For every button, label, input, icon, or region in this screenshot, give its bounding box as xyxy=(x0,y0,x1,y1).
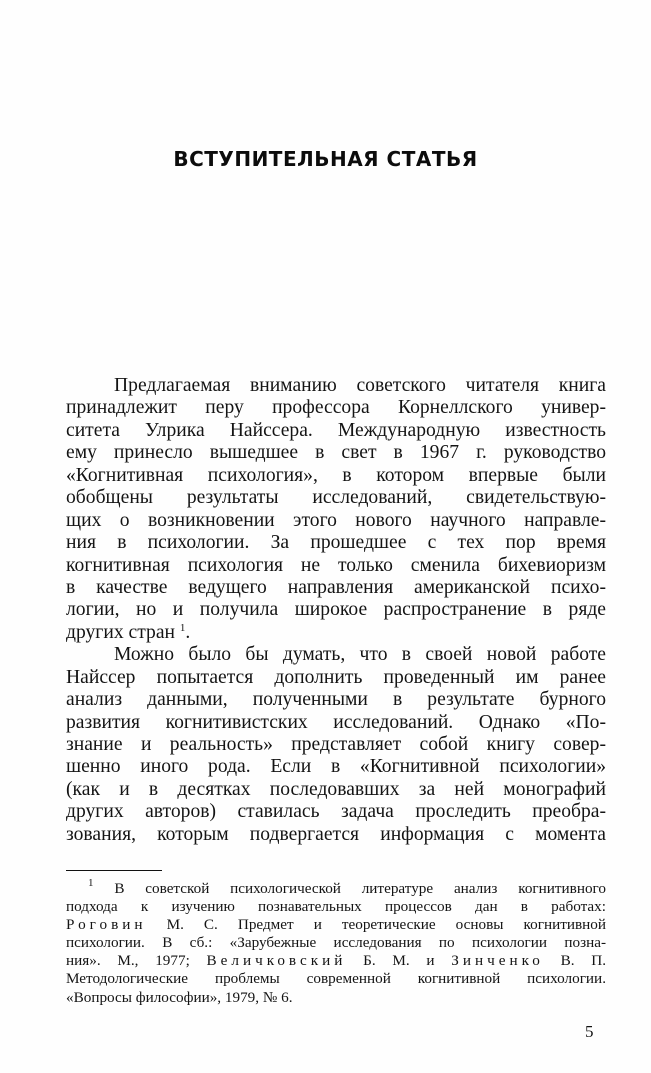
page-number: 5 xyxy=(585,1022,594,1041)
footnote xyxy=(66,877,606,1007)
footnote-line: «Вопросы философии», 1979, № 6. xyxy=(66,988,293,1006)
footnote-text: Б. М. и xyxy=(346,952,452,970)
text-line: обобщены результаты исследований, свидетельствую- xyxy=(66,487,606,509)
text-line: щих о возникновении этого нового научного направле- xyxy=(66,509,606,531)
page-title: ВСТУПИТЕЛЬНАЯ СТАТЬЯ xyxy=(173,147,478,171)
author-name: Величковский xyxy=(206,952,347,970)
footnote-reference[interactable]: 1 xyxy=(179,621,186,634)
text-line: ему принесло вышедшее в свет в 1967 г. руководство xyxy=(66,442,606,464)
footnote-text: ния». М., 1977; xyxy=(66,952,207,970)
text-line: шенно иного рода. Если в «Когнитивной психологии» xyxy=(66,756,606,778)
text-line: других авторов) ставилась задача проследить преобра- xyxy=(66,801,606,823)
text-line: ния в психологии. За прошедшее с тех пор время xyxy=(66,532,606,554)
footnote-line: подхода к изучению познавательных процессов дан в работах: xyxy=(66,898,606,916)
text-line: ситета Улрика Найссера. Международную известность xyxy=(66,419,606,441)
footnote-text: В советской психологической литературе анализ когнитивного xyxy=(114,880,606,897)
footnote-text: В. П. xyxy=(543,952,606,970)
text-line: логии, но и получила широкое распространение в ряде xyxy=(66,599,606,621)
footnote-divider xyxy=(66,870,162,871)
text-line: анализ данными, полученными в результате бурного xyxy=(66,689,606,711)
text-line: в качестве ведущего направления американской психо- xyxy=(66,576,606,598)
body-text xyxy=(66,375,606,846)
text-line: зования, которым подвергается информация с момента xyxy=(66,823,606,845)
text-line: развития когнитивистских исследований. Однако «По- xyxy=(66,711,606,733)
text-fragment: других стран xyxy=(66,621,175,643)
punctuation: . xyxy=(185,621,191,643)
text-line: когнитивная психология не только сменила бихевиоризм xyxy=(66,554,606,576)
text-line: Предлагаемая вниманию советского читателя книга xyxy=(114,375,606,396)
footnote-line xyxy=(66,877,606,898)
footnote-line xyxy=(66,916,606,934)
footnote-marker: 1 xyxy=(88,877,94,889)
text-line: знание и реальность» представляет собой книгу совер- xyxy=(66,734,606,755)
footnote-line: Методологические проблемы современной когнитивной психологии. xyxy=(66,970,606,988)
text-line: (как и в десятках последовавших за ней монографий xyxy=(66,778,606,800)
text-line: принадлежит перу профессора Корнеллского универ- xyxy=(66,397,606,419)
footnote-line: психологии. В сб.: «Зарубежные исследования по психологии позна- xyxy=(66,934,606,952)
text-line xyxy=(66,622,606,644)
footnote-text: М. С. Предмет и теоретические основы когнитивной xyxy=(146,916,606,934)
text-line: Найссер попытается дополнить проведенный им ранее xyxy=(66,666,606,688)
text-line: «Когнитивная психология», в котором впервые были xyxy=(66,464,606,486)
author-name: Зинченко xyxy=(451,952,544,970)
footnote-line xyxy=(66,952,606,970)
text-line: Можно было бы думать, что в своей новой работе xyxy=(114,644,606,666)
author-name: Роговин xyxy=(66,916,147,934)
